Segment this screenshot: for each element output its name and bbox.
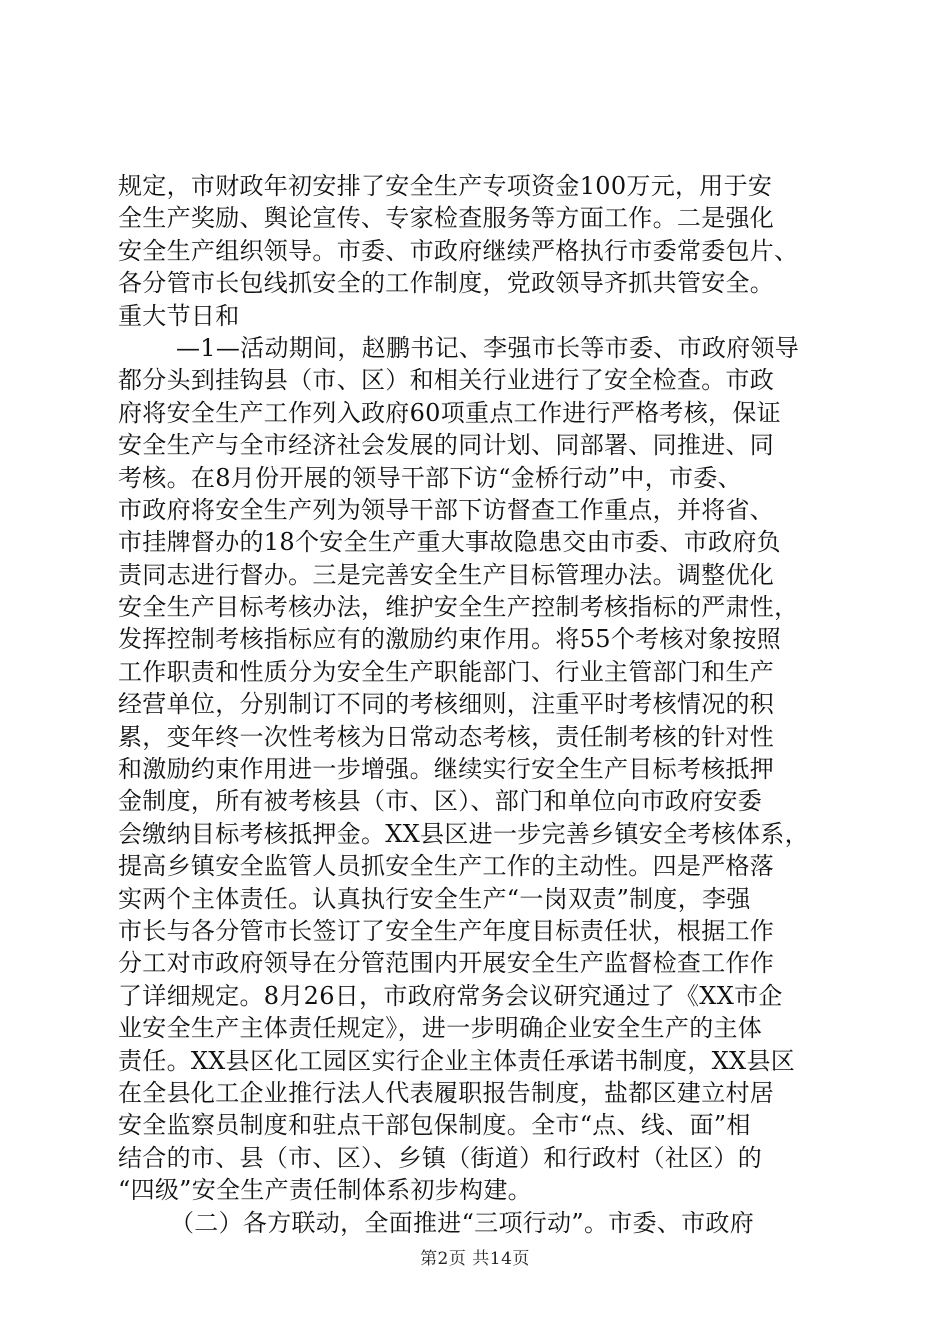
text-line: 累，变年终一次性考核为日常动态考核，责任制考核的针对性 <box>118 722 775 751</box>
text-line: 市长与各分管市长签订了安全生产年度目标责任状，根据工作 <box>118 916 775 945</box>
text-line: 金制度，所有被考核县（市、区）、部门和单位向市政府安委 <box>118 787 763 816</box>
text-line: 发挥控制考核指标应有的激励约束作用。将55个考核对象按照 <box>118 625 781 654</box>
text-line: 安全生产组织领导。市委、市政府继续严格执行市委常委包片、 <box>118 236 799 265</box>
text-line: 安全监察员制度和驻点干部包保制度。全市“点、线、面”相 <box>118 1111 751 1140</box>
text-line: 重大节日和 <box>118 301 240 330</box>
text-line: 结合的市、县（市、区）、乡镇（街道）和行政村（社区）的 <box>118 1143 763 1172</box>
text-line: 安全生产目标考核办法，维护安全生产控制考核指标的严肃性， <box>118 593 799 622</box>
text-line: 经营单位，分别制订不同的考核细则，注重平时考核情况的积 <box>118 690 775 719</box>
text-line: 责同志进行督办。三是完善安全生产目标管理办法。调整优化 <box>118 560 775 589</box>
text-line: 安全生产与全市经济社会发展的同计划、同部署、同推进、同 <box>118 431 775 460</box>
text-line: 市政府将安全生产列为领导干部下访督查工作重点，并将省、 <box>118 495 775 524</box>
text-line: 和激励约束作用进一步增强。继续实行安全生产目标考核抵押 <box>118 755 775 784</box>
page-footer: 第2页 共14页 <box>420 1249 530 1269</box>
text-line: 各分管市长包线抓安全的工作制度，党政领导齐抓共管安全。 <box>118 269 775 298</box>
text-line: 府将安全生产工作列入政府60项重点工作进行严格考核，保证 <box>118 398 781 427</box>
text-line: （二）各方联动，全面推进“三项行动”。市委、市政府 <box>170 1208 755 1237</box>
text-line: 业安全生产主体责任规定》，进一步明确企业安全生产的主体 <box>118 1014 763 1043</box>
text-line: 都分头到挂钩县（市、区）和相关行业进行了安全检查。市政 <box>118 366 775 395</box>
text-line: 规定，市财政年初安排了安全生产专项资金100万元，用于安 <box>118 172 773 200</box>
body-text <box>118 170 838 1239</box>
text-line: 了详细规定。8月26日，市政府常务会议研究通过了《XX市企 <box>118 981 783 1010</box>
text-line: 工作职责和性质分为安全生产职能部门、行业主管部门和生产 <box>118 657 775 686</box>
text-line: 在全县化工企业推行法人代表履职报告制度，盐都区建立村居 <box>118 1078 775 1107</box>
text-line: 市挂牌督办的18个安全生产重大事故隐患交由市委、市政府负 <box>118 528 781 557</box>
text-line: 考核。在8月份开展的领导干部下访“金桥行动”中，市委、 <box>118 463 742 492</box>
text-line: —1—活动期间，赵鹏书记、李强市长等市委、市政府领导 <box>176 333 800 362</box>
text-line: 全生产奖励、舆论宣传、专家检查服务等方面工作。二是强化 <box>118 204 775 233</box>
text-line: 会缴纳目标考核抵押金。XX县区进一步完善乡镇安全考核体系， <box>118 819 809 848</box>
text-line: “四级”安全生产责任制体系初步构建。 <box>118 1176 532 1205</box>
text-line: 分工对市政府领导在分管范围内开展安全生产监督检查工作作 <box>118 949 775 978</box>
text-line: 提高乡镇安全监管人员抓安全生产工作的主动性。四是严格落 <box>118 852 775 881</box>
text-line: 实两个主体责任。认真执行安全生产“一岗双责”制度，李强 <box>118 884 751 913</box>
text-line: 责任。XX县区化工园区实行企业主体责任承诺书制度，XX县区 <box>118 1046 796 1075</box>
